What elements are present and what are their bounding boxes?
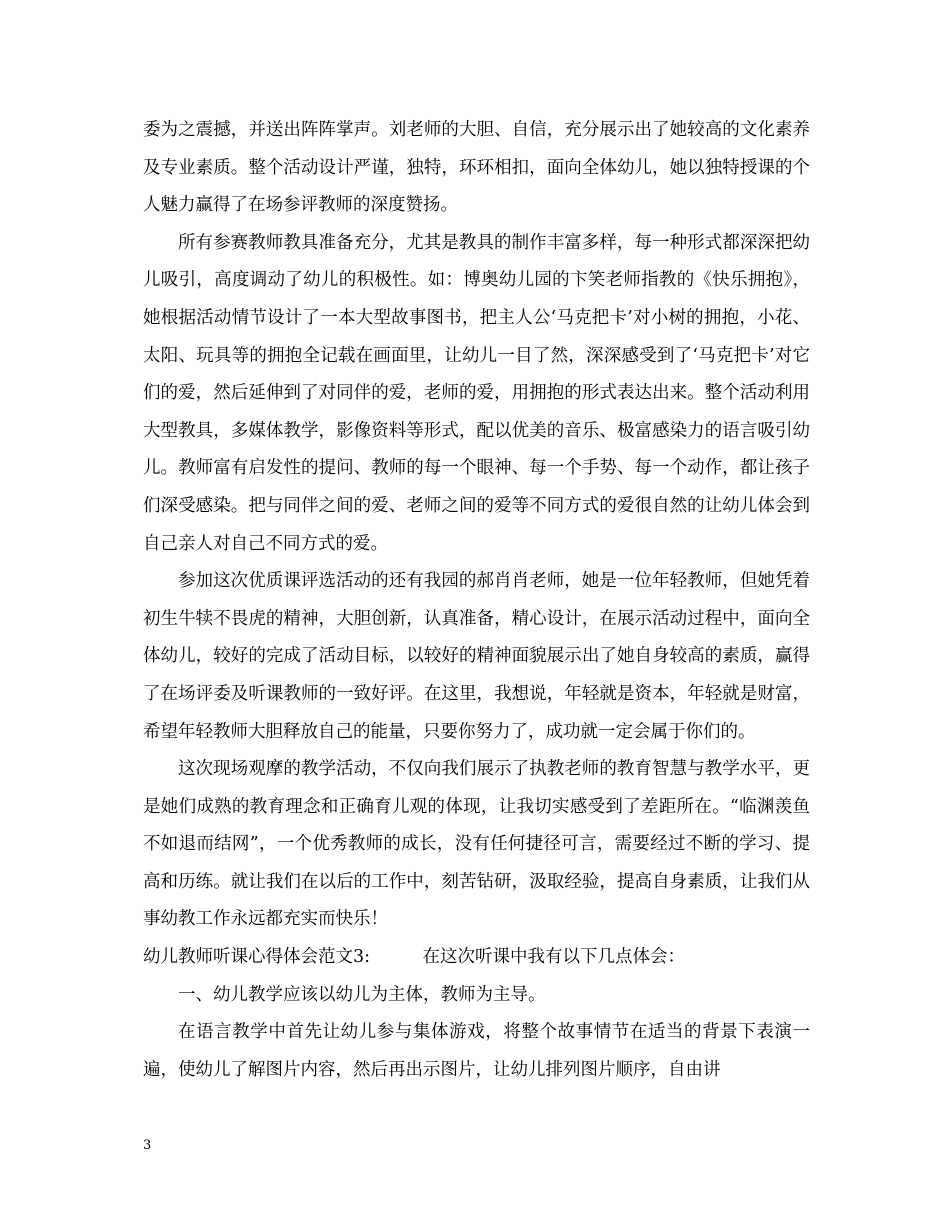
paragraph-2: 所有参赛教师教具准备充分，尤其是教具的制作丰富多样，每一种形式都深深把幼儿吸引，高度调动了幼儿的积极性。如：博奥幼儿园的卞笑老师指教的《快乐拥抱》，她根据活动情节设计了一本大型故事图书，把主人公‘马克把卡’对小树的拥抱，小花、太阳、玩具等的拥抱全记载在画面里，让幼儿一目了然，深深感受到了‘马克把卡’对它们的爱，然后延伸到了对同伴的爱，老师的爱，用拥抱的形式表达出来。整个活动利用大型教具，多媒体教学，影像资料等形式，配以优美的音乐、极富感染力的语言吸引幼儿。教师富有启发性的提问、教师的每一个眼神、每一个手势、每一个动作，都让孩子们深受感染。把与同伴之间的爱、老师之间的爱等不同方式的爱很自然的让幼儿体会到自己亲人对自己不同方式的爱。 [143,232,810,554]
section-heading: 幼儿教师听课心得体会范文3: 在这次听课中我有以下几点体会： [143,947,686,968]
paragraph-1: 委为之震撼，并送出阵阵掌声。刘老师的大胆、自信，充分展示出了她较高的文化素养及专业素质。整个活动设计严谨，独特，环环相扣，面向全体幼儿，她以独特授课的个人魅力赢得了在场参评教师的深度赞扬。 [143,120,810,216]
document-body [143,112,810,1089]
paragraph-4: 这次现场观摩的教学活动，不仅向我们展示了执教老师的教育智慧与教学水平，更是她们成熟的教育理念和正确育儿观的体现，让我切实感受到了差距所在。“临渊羡鱼不如退而结网”，一个优秀教师的成长，没有任何捷径可言，需要经过不断的学习、提高和历练。就让我们在以后的工作中，刻苦钻研，汲取经验，提高自身素质，让我们从事幼教工作永远都充实而快乐！ [143,759,810,930]
page-number: 3 [143,1138,152,1153]
paragraph-5: 在语言教学中首先让幼儿参与集体游戏，将整个故事情节在适当的背景下表演一遍，使幼儿了解图片内容，然后再出示图片，让幼儿排列图片顺序，自由讲 [143,1022,810,1080]
paragraph-point-one: 一、幼儿教学应该以幼儿为主体，教师为主导。 [178,984,546,1005]
paragraph-3: 参加这次优质课评选活动的还有我园的郝肖肖老师，她是一位年轻教师，但她凭着初生牛犊不畏虎的精神，大胆创新，认真准备，精心设计，在展示活动过程中，面向全体幼儿，较好的完成了活动目标，以较好的精神面貌展示出了她自身较高的素质，赢得了在场评委及听课教师的一致好评。在这里，我想说，年轻就是资本，年轻就是财富，希望年轻教师大胆释放自己的能量，只要你努力了，成功就一定会属于你们的。 [143,571,810,742]
